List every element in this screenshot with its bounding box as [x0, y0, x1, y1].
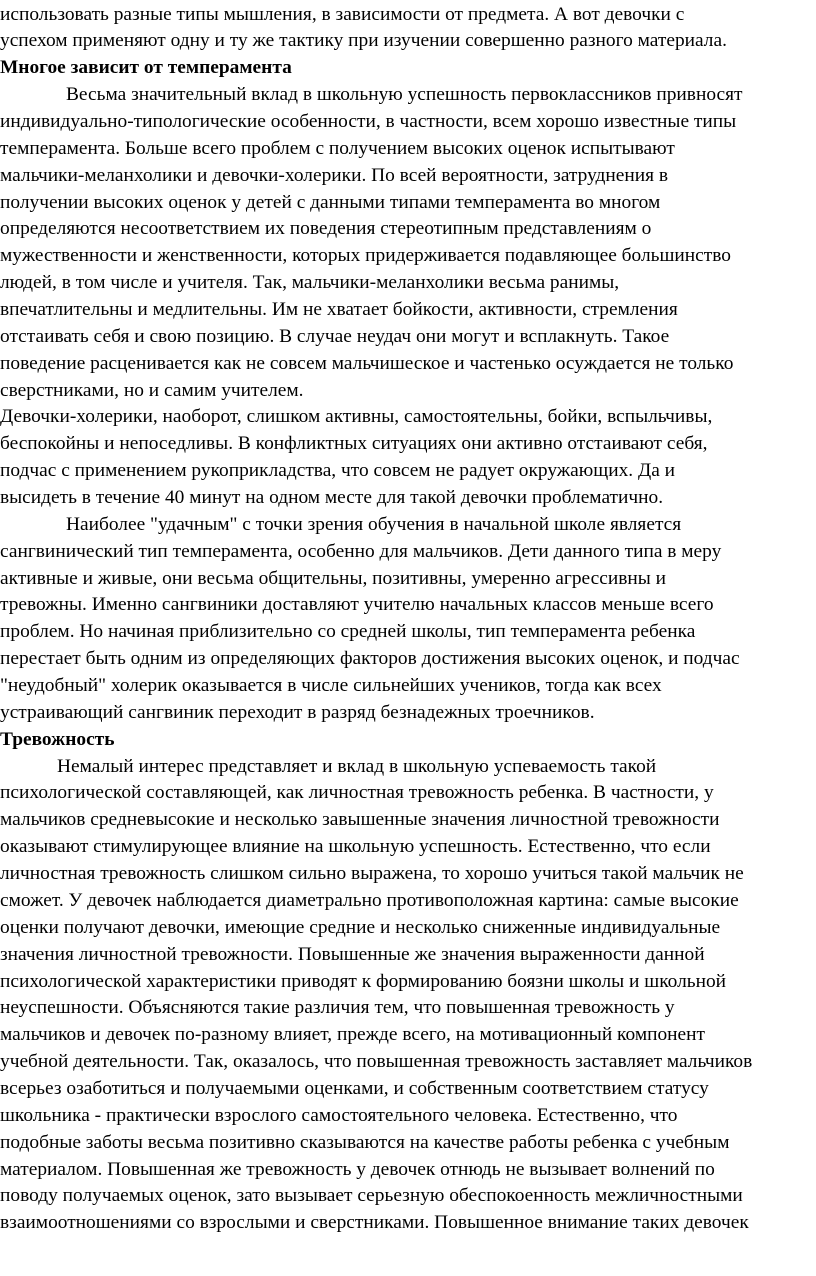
text-line: людей, в том числе и учителя. Так, мальчики-меланхолики весьма ранимы,: [0, 272, 620, 294]
text-line: сверстниками, но и самим учителем.: [0, 379, 304, 401]
text-line: поведение расценивается как не совсем мальчишеское и частенько осуждается не только: [0, 352, 734, 374]
text-line: личностная тревожность слишком сильно выражена, то хорошо учиться такой мальчик не: [0, 863, 744, 884]
text-line: мужественности и женственности, которых придерживается подавляющее большинство: [0, 245, 731, 267]
text-line: неуспешности. Объясняются такие различия тем, что повышенная тревожность у: [0, 997, 675, 1019]
text-line: проблем. Но начиная приблизительно со средней школы, тип темперамента ребенка: [0, 621, 696, 643]
text-line: впечатлительны и медлительны. Им не хватает бойкости, активности, стремления: [0, 299, 678, 320]
text-line: Весьма значительный вклад в школьную успешность первоклассников привносят: [66, 84, 743, 106]
text-line: "неудобный" холерик оказывается в числе сильнейших учеников, тогда как всех: [0, 675, 662, 696]
text-line: Девочки-холерики, наоборот, слишком активны, самостоятельны, бойки, вспыльчивы,: [0, 406, 713, 428]
text-line: учебной деятельности. Так, оказалось, что повышенная тревожность заставляет мальчиков: [0, 1051, 753, 1072]
text-line: мальчики-меланхолики и девочки-холерики. По всей вероятности, затруднения в: [0, 164, 669, 186]
text-line: успехом применяют одну и ту же тактику при изучении совершенно разного материала.: [0, 30, 727, 52]
text-line: мальчиков и девочек по-разному влияет, прежде всего, на мотивационный компонент: [0, 1024, 705, 1046]
text-line: значения личностной тревожности. Повышенные же значения выраженности данной: [0, 943, 705, 965]
text-line: оценки получают девочки, имеющие средние и несколько сниженные индивидуальные: [0, 916, 721, 938]
text-line: темперамента. Больше всего проблем с получением высоких оценок испытывают: [0, 137, 675, 159]
section-heading: Тревожность: [0, 728, 115, 750]
text-line: всерьез озаботиться и получаемыми оценками, и собственным соответствием статусу: [0, 1077, 709, 1099]
text-line: беспокойны и непоседливы. В конфликтных ситуациях они активно отстаивают себя,: [0, 433, 708, 455]
text-line: мальчиков средневысокие и несколько завышенные значения личностной тревожности: [0, 809, 720, 831]
text-line: перестает быть одним из определяющих факторов достижения высоких оценок, и подчас: [0, 648, 740, 670]
text-line: сможет. У девочек наблюдается диаметрально противоположная картина: самые высокие: [0, 889, 739, 911]
text-line: материалом. Повышенная же тревожность у девочек отнюдь не вызывает волнений по: [0, 1158, 715, 1180]
text-line: высидеть в течение 40 минут на одном месте для такой девочки проблематично.: [0, 487, 664, 508]
section-heading: Многое зависит от темперамента: [0, 57, 292, 79]
text-line: Немалый интерес представляет и вклад в школьную успеваемость такой: [57, 755, 657, 777]
text-line: получении высоких оценок у детей с данными типами темперамента во многом: [0, 191, 661, 213]
text-line: устраивающий сангвиник переходит в разряд безнадежных троечников.: [0, 701, 595, 723]
text-line: использовать разные типы мышления, в зависимости от предмета. А вот девочки с: [0, 3, 685, 25]
text-line: сангвинический тип темперамента, особенно для мальчиков. Дети данного типа в меру: [0, 540, 722, 562]
text-line: взаимоотношениями со взрослыми и сверстниками. Повышенное внимание таких девочек: [0, 1212, 749, 1234]
text-line: психологической составляющей, как личностная тревожность ребенка. В частности, у: [0, 782, 714, 804]
text-line: отстаивать себя и свою позицию. В случае неудач они могут и всплакнуть. Такое: [0, 325, 670, 347]
text-line: поводу получаемых оценок, зато вызывает серьезную обеспокоенность межличностными: [0, 1185, 743, 1207]
text-line: индивидуально-типологические особенности, в частности, всем хорошо известные типы: [0, 110, 737, 132]
text-line: оказывают стимулирующее влияние на школьную успешность. Естественно, что если: [0, 836, 711, 858]
text-line: тревожны. Именно сангвиники доставляют учителю начальных классов меньше всего: [0, 594, 714, 616]
text-line: определяются несоответствием их поведения стереотипным представлениям о: [0, 218, 652, 240]
text-line: Наиболее "удачным" с точки зрения обучения в начальной школе является: [66, 513, 682, 535]
text-line: подчас с применением рукоприкладства, что совсем не радует окружающих. Да и: [0, 460, 676, 482]
text-line: психологической характеристики приводят к формированию боязни школы и школьной: [0, 970, 727, 992]
text-line: подобные заботы весьма позитивно сказываются на качестве работы ребенка с учебным: [0, 1131, 730, 1153]
text-line: школьника - практически взрослого самостоятельного человека. Естественно, что: [0, 1104, 678, 1126]
text-line: активные и живые, они весьма общительны, позитивны, умеренно агрессивны и: [0, 567, 667, 589]
